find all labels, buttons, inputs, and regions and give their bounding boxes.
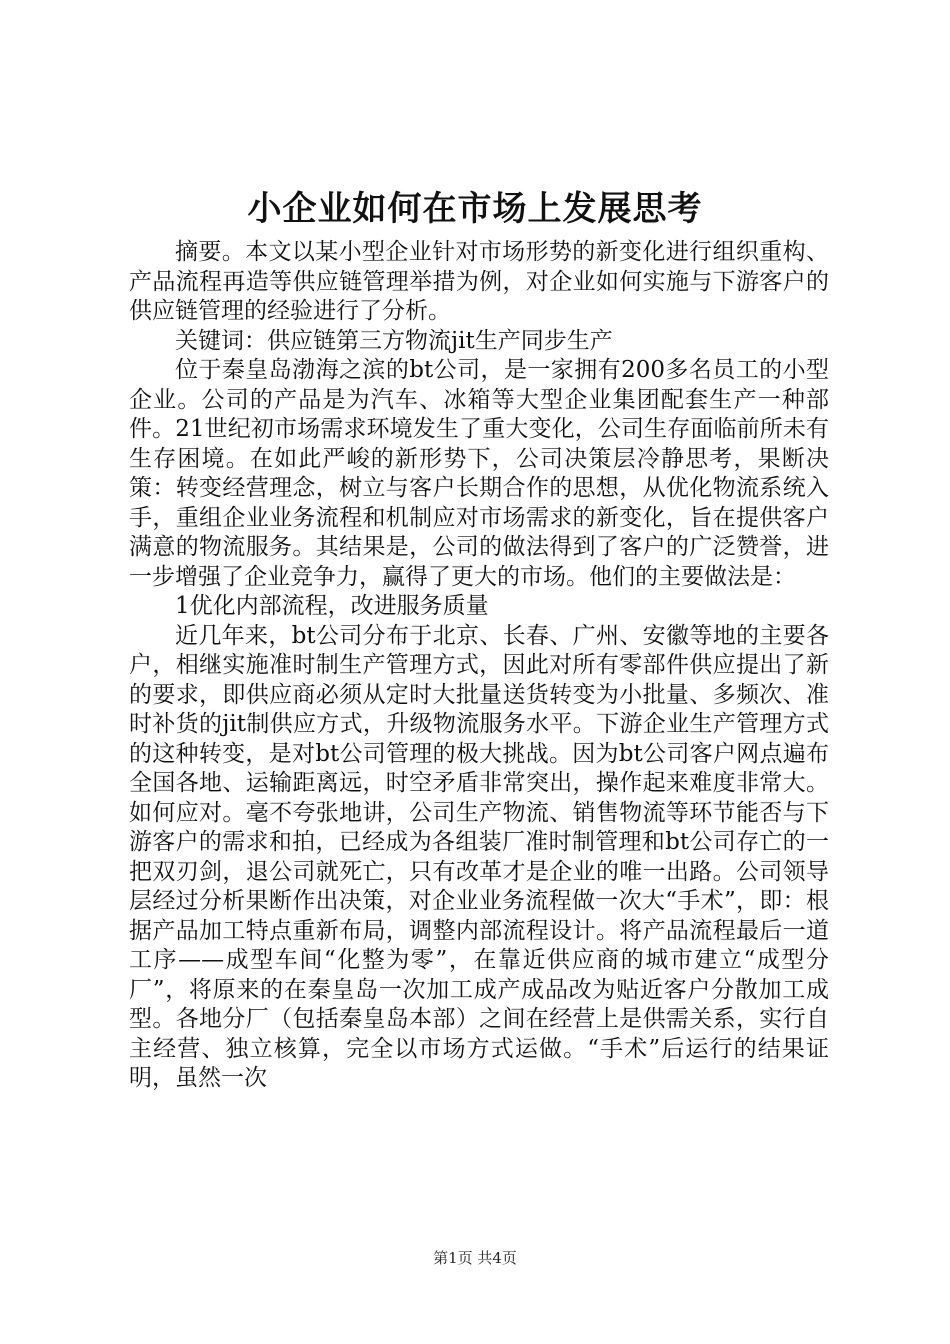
abstract-paragraph: 摘要。本文以某小型企业针对市场形势的新变化进行组织重构、产品流程再造等供应链管理举措为例，对企业如何实施与下游客户的供应链管理的经验进行了分析。 [129, 239, 829, 324]
keywords-paragraph: 关键词：供应链第三方物流jit生产同步生产 [175, 327, 613, 354]
document-body [129, 238, 829, 1094]
section-heading: 1优化内部流程，改进服务质量 [175, 593, 489, 619]
intro-paragraph: 位于秦皇岛渤海之滨的bt公司，是一家拥有200多名员工的小型企业。公司的产品是为汽车、冰箱等大型企业集团配套生产一种部件。21世纪初市场需求环境发生了重大变化，公司生存面临前所未有生存困境。在如此严峻的新形势下，公司决策层冷静思考，果断决策：转变经营理念，树立与客户长期合作的思想，从优化物流系统入手，重组企业业务流程和机制应对市场需求的新变化，旨在提供客户满意的物流服务。其结果是，公司的做法得到了客户的广泛赞誉，进一步增强了企业竞争力，赢得了更大的市场。他们的主要做法是： [129, 357, 829, 590]
section-paragraph: 近几年来，bt公司分布于北京、长春、广州、安徽等地的主要各户，相继实施准时制生产管理方式，因此对所有零部件供应提出了新的要求，即供应商必须从定时大批量送货转变为小批量、多频次、准时补货的jit制供应方式，升级物流服务水平。下游企业生产管理方式的这种转变，是对bt公司管理的极大挑战。因为bt公司客户网点遍布全国各地、运输距离远，时空矛盾非常突出，操作起来难度非常大。如何应对。毫不夸张地讲，公司生产物流、销售物流等环节能否与下游客户的需求和拍，已经成为各组装厂准时制管理和bt公司存亡的一把双刃剑，退公司就死亡，只有改革才是企业的唯一出路。公司领导层经过分析果断作出决策，对企业业务流程做一次大“手术”，即：根据产品加工特点重新布局，调整内部流程设计。将产品流程最后一道工序——成型车间“化整为零”，在靠近供应商的城市建立“成型分厂”，将原来的在秦皇岛一次加工成产成品改为贴近客户分散加工成型。各地分厂（包括秦皇岛本部）之间在经营上是供需关系，实行自主经营、独立核算，完全以市场方式运做。“手术”后运行的结果证明，虽然一次 [129, 622, 829, 1091]
document-title: 小企业如何在市场上发展思考 [247, 189, 703, 229]
page-footer: 第1页 共4页 [433, 1249, 517, 1267]
